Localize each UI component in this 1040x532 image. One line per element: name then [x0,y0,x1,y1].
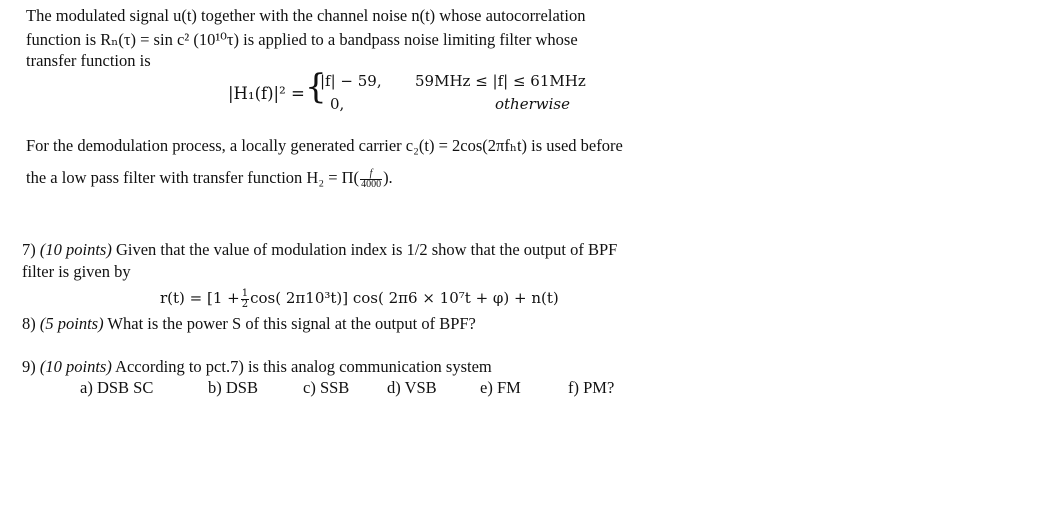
q9-option-e: e) FM [480,378,521,397]
q9-line [22,357,492,377]
demod-line-2-prefix: the a low pass filter with transfer function H₂ = Π( [26,168,360,187]
q9-option-b: b) DSB [208,378,258,397]
q7-number: 7) [22,240,36,259]
demod-fraction-num: f [360,169,382,180]
q8-line [22,314,476,334]
q7-eq-fraction-num: 1 [241,287,249,299]
filter-eq-case1-expr: |f| − 59, [320,72,382,90]
q7-eq-fraction [241,289,249,310]
q8-number: 8) [22,314,36,333]
q9-points: (10 points) [39,357,112,376]
filter-eq-case2-cond: otherwise [495,95,570,113]
demod-fraction [360,169,382,190]
q9-text: According to pct.7) is this analog communication system [115,357,492,376]
q7-eq-fraction-den: 2 [241,298,249,310]
q7-line-2: filter is given by [22,262,131,281]
q7-line-1 [22,240,617,260]
q9-option-d: d) VSB [387,378,437,397]
q8-text: What is the power S of this signal at the output of BPF? [107,314,476,333]
q9-option-f: f) PM? [568,378,615,397]
demod-line-2-suffix: ). [383,168,393,187]
filter-eq-case1-cond: 59MHz ≤ |f| ≤ 61MHz [415,72,586,90]
q7-eq-prefix: r(t) = [1 + [160,289,240,307]
q7-text: Given that the value of modulation index is 1/2 show that the output of BPF [115,240,618,259]
demod-fraction-den: 4000 [361,178,382,190]
q9-option-c: c) SSB [303,378,350,397]
intro-line-1: The modulated signal u(t) together with the channel noise n(t) whose autocorrelation [26,6,586,25]
filter-eq-case2-expr: 0, [330,95,345,113]
q8-points: (5 points) [39,314,104,333]
q9-option-a: a) DSB SC [80,378,154,397]
demod-line-2 [26,168,393,190]
intro-line-2: function is Rₙ(τ) = sin c² (10¹⁰τ) is applied to a bandpass noise limiting filter whose [26,30,578,49]
filter-eq-lhs: |H₁(f)|² = [228,84,305,103]
intro-line-3: transfer function is [26,51,151,70]
demod-line-1: For the demodulation process, a locally generated carrier c₂(t) = 2cos(2πfₕt) is used before [26,136,623,155]
q7-points: (10 points) [39,240,112,259]
filter-eq-brace: { [305,67,327,107]
q7-equation [160,288,559,310]
q7-eq-suffix: cos( 2π10³t)] cos( 2π6 × 10⁷t + φ) + n(t) [250,289,559,307]
q9-number: 9) [22,357,36,376]
